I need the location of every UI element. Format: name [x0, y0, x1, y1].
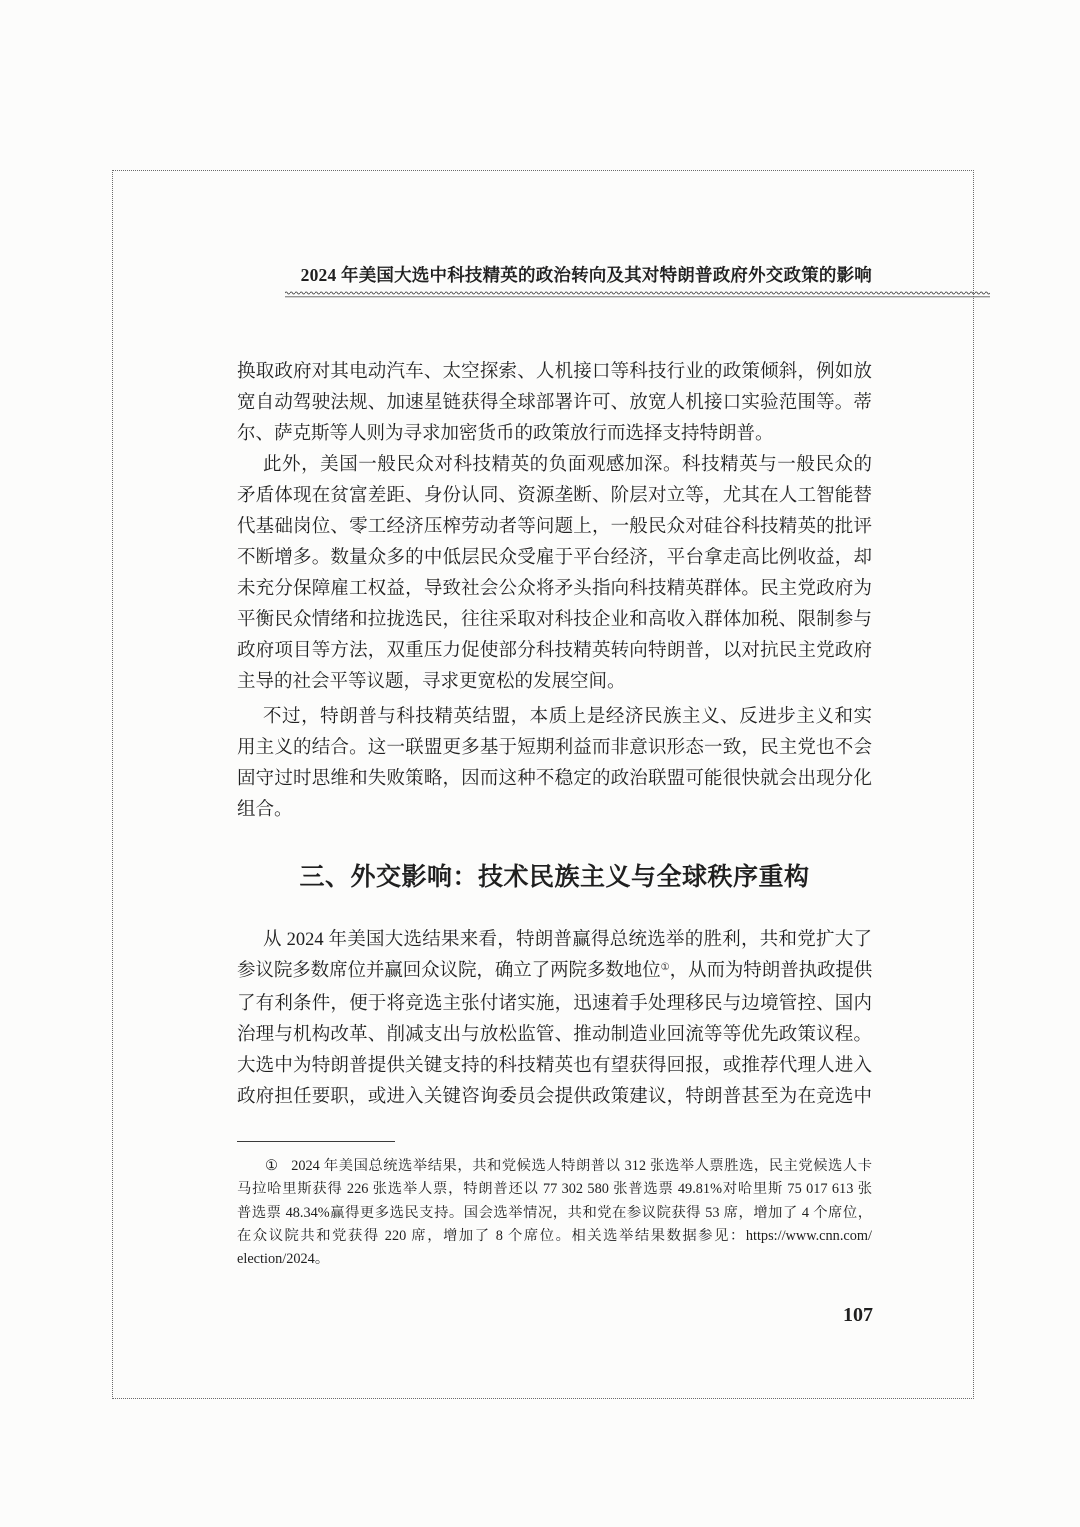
- text-line: 政府担任要职，或进入关键咨询委员会提供政策建议，特朗普甚至为在竞选中: [237, 1087, 872, 1107]
- text-line: 此外，美国一般民众对科技精英的负面观感加深。科技精英与一般民众的: [263, 455, 872, 475]
- section-text: [237, 925, 872, 1113]
- footnote-line: [237, 1155, 872, 1178]
- text-line: 治理与机构改革、削减支出与放松监管、推动制造业回流等等优先政策议程。: [237, 1025, 872, 1045]
- section-heading: 三、外交影响：技术民族主义与全球秩序重构: [299, 864, 810, 891]
- text-line: 未充分保障雇工权益，导致社会公众将矛头指向科技精英群体。民主党政府为: [237, 579, 872, 599]
- paragraph: [237, 925, 872, 1113]
- text-segment: ，从而为特朗普执政提供: [669, 961, 872, 981]
- text-line: 大选中为特朗普提供关键支持的科技精英也有望获得回报，或推荐代理人进入: [237, 1056, 872, 1076]
- running-header-title: 2024 年美国大选中科技精英的政治转向及其对特朗普政府外交政策的影响: [300, 265, 872, 285]
- footnote-marker: ①: [265, 1158, 279, 1174]
- header-wavy-rule: [285, 290, 990, 299]
- text-line: 主导的社会平等议题，寻求更宽松的发展空间。: [237, 672, 626, 692]
- text-line: 固守过时思维和失败策略，因而这种不稳定的政治联盟可能很快就会出现分化: [237, 769, 872, 789]
- text-line: 用主义的结合。这一联盟更多基于短期利益而非意识形态一致，民主党也不会: [237, 738, 872, 758]
- footnote-line: 在众议院共和党获得 220 席，增加了 8 个席位。相关选举结果数据参见：https://www.cnn.com/: [237, 1227, 872, 1244]
- text-line: 尔、萨克斯等人则为寻求加密货币的政策放行而选择支持特朗普。: [237, 424, 774, 444]
- text-line: 组合。: [237, 800, 293, 820]
- paragraph: [237, 702, 872, 826]
- footnote-ref: ①: [660, 962, 670, 974]
- main-text: [237, 357, 872, 826]
- text-line: 换取政府对其电动汽车、太空探索、人机接口等科技行业的政策倾斜，例如放: [237, 362, 872, 382]
- text-segment: 参议院多数席位并赢回众议院，确立了两院多数地位: [237, 961, 661, 981]
- footnote-line: 普选票 48.34%赢得更多选民支持。国会选举情况，共和党在参议院获得 53 席，增加了 4 个席位，: [237, 1204, 872, 1221]
- text-line: 宽自动驾驶法规、加速星链获得全球部署许可、放宽人机接口实验范围等。蒂: [237, 393, 872, 413]
- text-line: 不过，特朗普与科技精英结盟，本质上是经济民族主义、反进步主义和实: [263, 707, 872, 727]
- paragraph: [237, 357, 872, 450]
- footnote-line: 马拉哈里斯获得 226 张选举人票，特朗普还以 77 302 580 张普选票 49.81%对哈里斯 75 017 613 张: [237, 1181, 872, 1198]
- paragraph: [237, 450, 872, 698]
- text-line-with-footnote-ref: [237, 956, 872, 989]
- text-line: 代基础岗位、零工经济压榨劳动者等问题上，一般民众对硅谷科技精英的批评: [237, 517, 872, 537]
- text-line: 矛盾体现在贫富差距、身份认同、资源垄断、阶层对立等，尤其在人工智能替: [237, 486, 872, 506]
- footnote: [237, 1155, 872, 1271]
- footnote-line: election/2024。: [237, 1251, 330, 1268]
- text-line: 平衡民众情绪和拉拢选民，往往采取对科技企业和高收入群体加税、限制参与: [237, 610, 872, 630]
- footnote-separator: [237, 1141, 395, 1142]
- page-number: 107: [843, 1304, 873, 1326]
- text-line: 了有利条件，便于将竞选主张付诸实施，迅速着手处理移民与边境管控、国内: [237, 994, 872, 1014]
- text-line: 政府项目等方法，双重压力促使部分科技精英转向特朗普，以对抗民主党政府: [237, 641, 872, 661]
- footnote-text: 2024 年美国总统选举结果，共和党候选人特朗普以 312 张选举人票胜选，民主党候选人卡: [291, 1158, 872, 1174]
- text-line: 从 2024 年美国大选结果来看，特朗普赢得总统选举的胜利，共和党扩大了: [263, 930, 872, 950]
- text-line: 不断增多。数量众多的中低层民众受雇于平台经济，平台拿走高比例收益，却: [237, 548, 872, 568]
